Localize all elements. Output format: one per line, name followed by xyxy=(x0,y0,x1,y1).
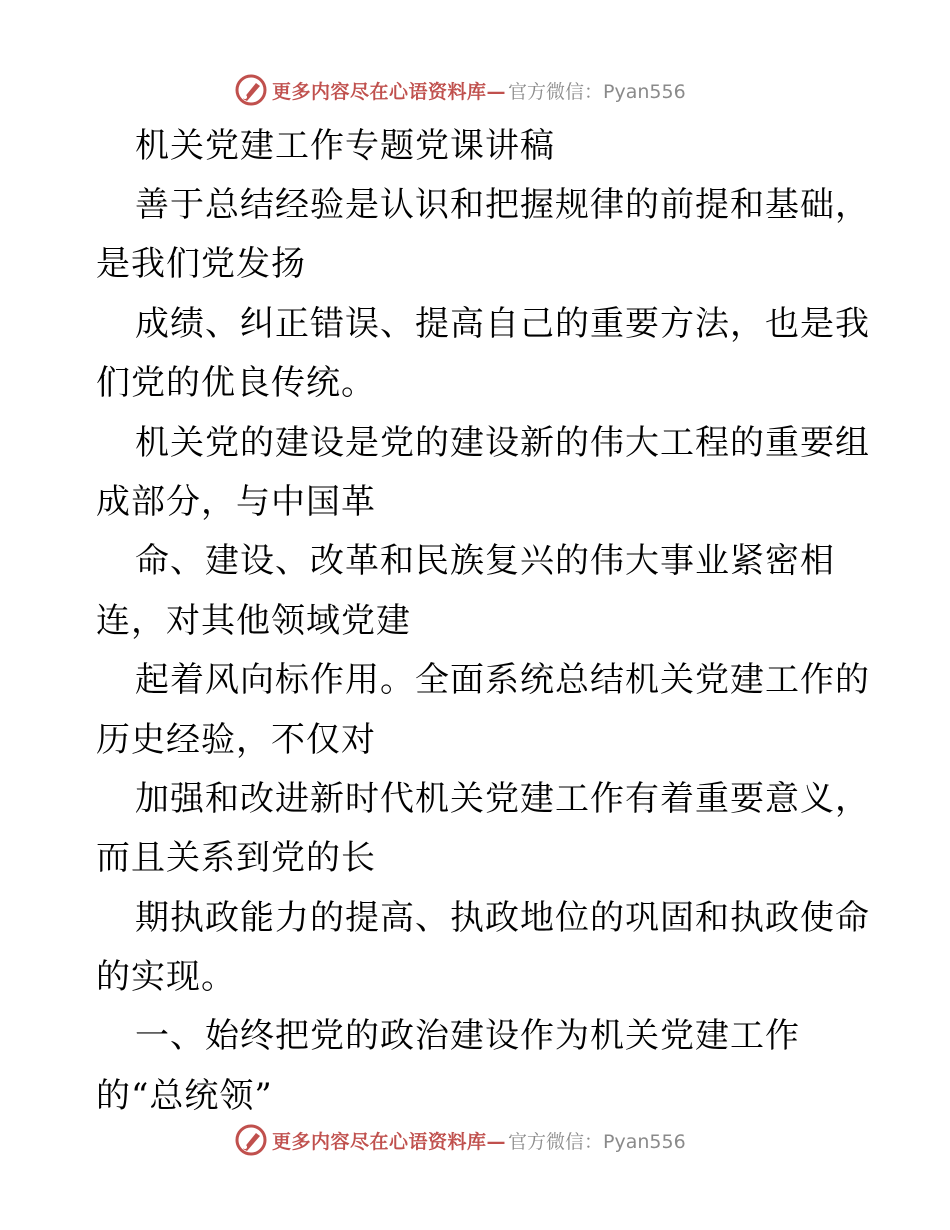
paragraph-line: 期执政能力的提高、执政地位的巩固和执政使命 xyxy=(135,898,870,938)
paragraph-line: 善于总结经验是认识和把握规律的前提和基础， xyxy=(135,185,870,225)
header-watermark xyxy=(234,72,686,108)
pen-logo-icon xyxy=(234,1123,268,1157)
section-heading: 一、始终把党的政治建设作为机关党建工作 xyxy=(135,1016,800,1056)
paragraph-line: 命、建设、改革和民族复兴的伟大事业紧密相 xyxy=(135,541,835,581)
paragraph-line: 机关党的建设是党的建设新的伟大工程的重要组 xyxy=(135,423,870,463)
paragraph-line: 而且关系到党的长 xyxy=(96,838,376,878)
watermark-text: 更多内容尽在心语资料库— xyxy=(272,80,507,103)
watermark-wechat: 官方微信：Pyan556 xyxy=(508,1130,686,1153)
paragraph-line: 成部分，与中国革 xyxy=(96,482,376,522)
paragraph-line: 起着风向标作用。全面系统总结机关党建工作的 xyxy=(135,660,870,700)
pen-logo-icon xyxy=(234,73,268,107)
paragraph-line: 是我们党发扬 xyxy=(96,244,306,284)
watermark-text: 更多内容尽在心语资料库— xyxy=(272,1130,507,1153)
paragraph-line: 加强和改进新时代机关党建工作有着重要意义， xyxy=(135,779,870,819)
footer-watermark xyxy=(234,1122,686,1158)
paragraph-line: 成绩、纠正错误、提高自己的重要方法，也是我 xyxy=(135,304,870,344)
document-title: 机关党建工作专题党课讲稿 xyxy=(135,126,555,166)
paragraph-line: 们党的优良传统。 xyxy=(96,363,376,403)
paragraph-line: 的实现。 xyxy=(96,957,236,997)
paragraph-line: 连，对其他领域党建 xyxy=(96,601,411,641)
watermark-wechat: 官方微信：Pyan556 xyxy=(508,80,686,103)
section-heading: 的“总统领” xyxy=(96,1076,273,1116)
paragraph-line: 历史经验，不仅对 xyxy=(96,720,376,760)
